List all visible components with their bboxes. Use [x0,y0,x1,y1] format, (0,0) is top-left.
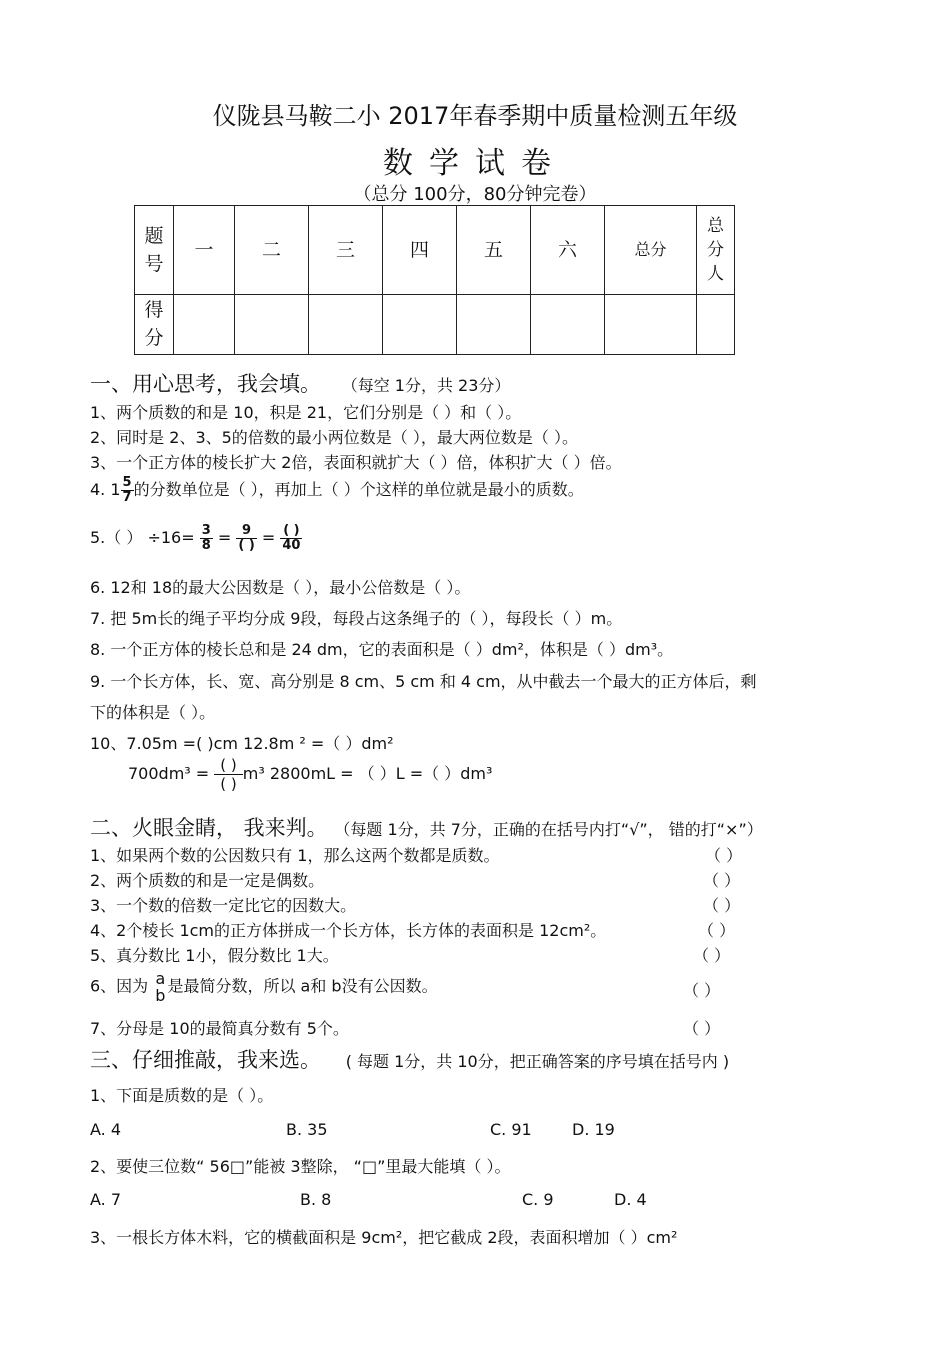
header-cell: 六 [531,206,605,295]
question: 2、同时是 2、3、5的倍数的最小两位数是（ ），最大两位数是（ ）。 [90,428,578,447]
header-cell: 总分 [605,206,697,295]
fraction-numerator: 3 [201,523,211,538]
judge-item: 7、分母是 10的最简真分数有 5个。 [90,1019,349,1038]
question: 5.（ ） ÷16= $\frac{3}{8}$ = $\frac{9}{( )}$ = $\frac{( )}{40}$ [90,523,301,553]
header-cell: 一 [174,206,235,295]
question-text: 的分数单位是（ ），再加上（ ）个这样的单位就是最小的质数。 [133,480,584,499]
question: 8. 一个正方体的棱长总和是 24 dm，它的表面积是（ ）dm²，体积是（ ）dm³。 [90,640,674,659]
fraction [236,524,256,553]
question: 2、要使三位数“ 56□”能被 3整除， “□”里最大能填（ ）。 [90,1157,511,1176]
header-cell: 二 [235,206,309,295]
question: 9. 一个长方体，长、宽、高分别是 8 cm、5 cm 和 4 cm，从中截去一个最大的正方体后，剩 [90,672,757,691]
header-cell: 题号 [135,206,174,295]
question: 10、7.05m =( )cm 12.8m ² =（ ）dm² [90,734,394,753]
answer-paren[interactable]: （ ） [693,946,731,965]
answer-paren[interactable]: （ ） [683,1019,721,1038]
option[interactable]: A. 7 [90,1190,122,1209]
question-text: 5.（ ） ÷16= [90,528,195,547]
fraction-denominator: ( ) [220,775,237,793]
option[interactable]: B. 8 [300,1190,332,1209]
score-cell[interactable] [235,294,309,354]
score-row-label: 得分 [135,294,174,354]
question: 3、一根长方体木料，它的横截面积是 9cm²，把它截成 2段，表面积增加（ ）cm² [90,1228,678,1247]
answer-paren[interactable]: （ ） [698,921,736,940]
answer-paren[interactable]: （ ） [683,981,721,1000]
fraction-denominator: 8 [201,538,211,553]
fraction-numerator: 9 [236,524,256,539]
section-title: 二、火眼金睛， 我来判。 [90,816,328,840]
section-title: 一、用心思考，我会填。 [90,372,321,396]
question-continued [128,756,492,793]
section-3-heading [90,1044,729,1074]
question-text: 6、因为 [90,976,149,996]
score-cell[interactable] [531,294,605,354]
option[interactable]: A. 4 [90,1120,122,1139]
question-text: 700dm³ = [128,764,210,783]
header-cell: 总分人 [697,206,735,295]
fraction [200,524,213,553]
judge-item: 3、一个数的倍数一定比它的因数大。 [90,896,357,915]
score-table [134,205,735,355]
header-cell: 五 [457,206,531,295]
question-text: 是最简分数，所以 a和 b没有公因数。 [167,976,438,996]
fraction-numerator: a [155,969,166,988]
judge-item [90,970,438,1004]
fraction [153,970,167,1004]
header-cell: 三 [309,206,383,295]
option[interactable]: C. 9 [522,1190,554,1209]
mixed-fraction [121,476,134,505]
score-cell[interactable] [457,294,531,354]
question: 1、下面是质数的是（ ）。 [90,1086,274,1105]
fraction [280,524,302,553]
exam-subject-title: 数学试卷 [383,146,567,181]
fraction-numerator: ( ) [214,756,242,775]
score-cell[interactable] [309,294,383,354]
question: 7. 把 5m长的绳子平均分成 9段，每段占这条绳子的（ ），每段长（ ）m。 [90,609,623,628]
fraction-denominator: 7 [122,490,132,505]
judge-item: 2、两个质数的和是一定是偶数。 [90,871,325,890]
header-cell: 四 [383,206,457,295]
answer-paren[interactable]: （ ） [703,871,741,890]
section-note: ( 每题 1分，共 10分，把正确答案的序号填在括号内 ) [345,1052,730,1071]
fraction-denominator: ( ) [238,538,255,553]
question [90,476,584,505]
score-cell[interactable] [697,294,735,354]
option[interactable]: B. 35 [286,1120,328,1139]
fraction-denominator: b [155,986,166,1005]
section-note: （每题 1分，共 7分，正确的在括号内打“√”， 错的打“×”） [334,820,763,839]
judge-item: 5、真分数比 1小，假分数比 1大。 [90,946,339,965]
fraction-denominator: 40 [282,538,301,553]
fraction-numerator: 5 [122,475,132,490]
score-cell[interactable] [383,294,457,354]
question-text: m³ 2800mL = （ ）L =（ ）dm³ [242,764,493,783]
score-cell[interactable] [605,294,697,354]
section-note: （每空 1分，共 23分） [341,376,511,395]
question: 3、一个正方体的棱长扩大 2倍，表面积就扩大（ ）倍，体积扩大（ ）倍。 [90,453,622,472]
fraction-numerator: ( ) [280,524,302,539]
question-number: 4. 1 [90,480,121,499]
exam-info: （总分 100分，80分钟完卷） [353,184,597,205]
judge-item: 4、2个棱长 1cm的正方体拼成一个长方体，长方体的表面积是 12cm²。 [90,921,607,940]
option[interactable]: C. 91 [490,1120,532,1139]
score-cell[interactable] [174,294,235,354]
section-title: 三、仔细推敲，我来选。 [90,1048,321,1072]
answer-paren[interactable]: （ ） [703,896,741,915]
judge-item: 1、如果两个数的公因数只有 1，那么这两个数都是质数。 [90,846,500,865]
question-continued: 下的体积是（ ）。 [90,703,216,722]
exam-school-title: 仪陇县马鞍二小 2017年春季期中质量检测五年级 [212,102,738,130]
question: 6. 12和 18的最大公因数是（ ），最小公倍数是（ ）。 [90,578,471,597]
option[interactable]: D. 19 [572,1120,615,1139]
answer-paren[interactable]: （ ） [705,846,743,865]
section-2-heading [90,812,763,842]
question: 1、两个质数的和是 10，积是 21，它们分别是（ ）和（ ）。 [90,403,522,422]
section-1-heading [90,368,510,398]
option[interactable]: D. 4 [614,1190,647,1209]
fraction [214,756,242,793]
